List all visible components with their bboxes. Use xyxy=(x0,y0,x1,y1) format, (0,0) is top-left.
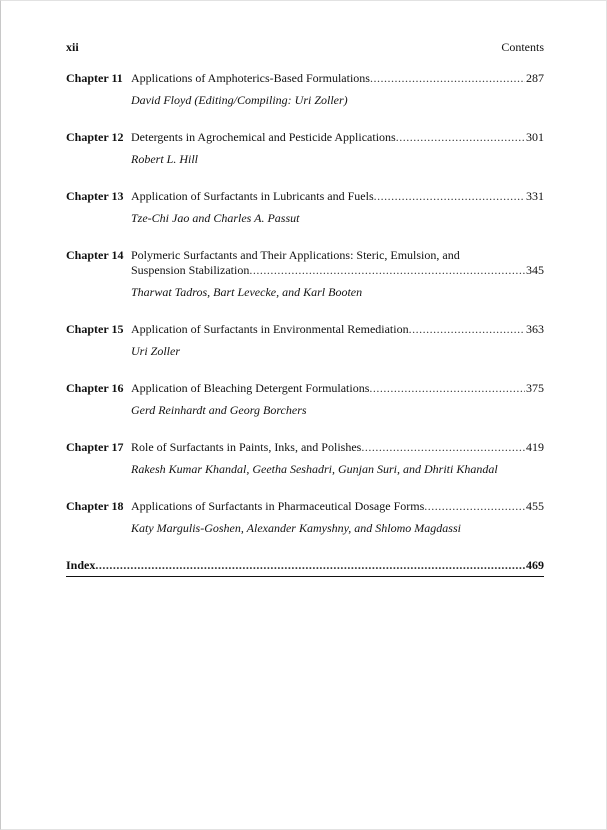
chapter-page-number: 345 xyxy=(526,263,544,277)
chapter-body xyxy=(131,499,544,536)
toc-entry[interactable] xyxy=(66,71,544,108)
dot-leader xyxy=(409,322,525,337)
chapter-body xyxy=(131,248,544,300)
chapter-title: Role of Surfactants in Paints, Inks, and Polishes xyxy=(131,440,362,454)
chapter-authors: Rakesh Kumar Khandal, Geetha Seshadri, Gunjan Suri, and Dhriti Khandal xyxy=(131,462,498,476)
chapter-label: Chapter 17 xyxy=(66,440,124,454)
chapter-page-number: 375 xyxy=(526,381,544,395)
toc-entry[interactable] xyxy=(66,499,544,536)
chapter-title-line xyxy=(131,499,544,514)
chapter-title-line xyxy=(131,440,544,455)
chapter-title: Applications of Surfactants in Pharmaceutical Dosage Forms xyxy=(131,499,425,513)
chapter-label: Chapter 11 xyxy=(66,71,123,85)
chapter-authors: Uri Zoller xyxy=(131,344,181,358)
dot-leader xyxy=(95,558,525,573)
chapter-label: Chapter 18 xyxy=(66,499,124,513)
chapter-title: Detergents in Agrochemical and Pesticide Applications xyxy=(131,130,396,144)
chapter-page-number: 419 xyxy=(526,440,544,454)
toc-index-entry[interactable] xyxy=(66,558,544,573)
toc-entry[interactable] xyxy=(66,130,544,167)
chapter-body xyxy=(131,440,544,477)
chapter-title-line xyxy=(131,189,544,204)
chapter-page-number: 301 xyxy=(526,130,544,144)
chapter-page-number: 363 xyxy=(526,322,544,336)
dot-leader xyxy=(361,440,525,455)
running-head: Contents xyxy=(501,40,544,54)
chapter-page-number: 455 xyxy=(526,499,544,513)
chapter-body xyxy=(131,130,544,167)
page-number: xii xyxy=(66,40,79,54)
chapter-label: Chapter 12 xyxy=(66,130,124,144)
chapter-authors: Gerd Reinhardt and Georg Borchers xyxy=(131,403,307,417)
chapter-label: Chapter 15 xyxy=(66,322,124,336)
chapter-title-line xyxy=(131,322,544,337)
chapter-authors: David Floyd (Editing/Compiling: Uri Zoller) xyxy=(131,93,348,107)
chapter-title: Applications of Amphoterics-Based Formulations xyxy=(131,71,370,85)
dot-leader xyxy=(370,71,525,86)
chapter-body xyxy=(131,189,544,226)
chapter-title: Application of Surfactants in Lubricants and Fuels xyxy=(131,189,374,203)
toc-entry[interactable] xyxy=(66,440,544,477)
chapter-authors: Robert L. Hill xyxy=(131,152,199,166)
chapter-title: Application of Surfactants in Environmental Remediation xyxy=(131,322,409,336)
table-of-contents xyxy=(66,71,544,577)
chapter-title-line xyxy=(131,263,544,278)
chapter-title-line xyxy=(131,71,544,86)
chapter-title-line xyxy=(131,130,544,145)
chapter-authors: Tze-Chi Jao and Charles A. Passut xyxy=(131,211,300,225)
chapter-authors: Tharwat Tadros, Bart Levecke, and Karl Booten xyxy=(131,285,363,299)
dot-leader xyxy=(369,381,525,396)
chapter-label: Chapter 13 xyxy=(66,189,124,203)
toc-entry[interactable] xyxy=(66,322,544,359)
dot-leader xyxy=(424,499,525,514)
chapter-label: Chapter 16 xyxy=(66,381,124,395)
chapter-body xyxy=(131,322,544,359)
toc-entry[interactable] xyxy=(66,381,544,418)
chapter-title: Suspension Stabilization xyxy=(131,263,250,277)
chapter-authors: Katy Margulis-Goshen, Alexander Kamyshny, and Shlomo Magdassi xyxy=(131,521,461,535)
page-header xyxy=(66,40,544,56)
toc-entry[interactable] xyxy=(66,248,544,300)
dot-leader xyxy=(374,189,525,204)
toc-entry[interactable] xyxy=(66,189,544,226)
index-label: Index xyxy=(66,558,96,572)
chapter-page-number: 287 xyxy=(526,71,544,85)
dot-leader xyxy=(249,263,525,278)
chapter-title-line xyxy=(131,381,544,396)
chapter-title-line xyxy=(131,248,544,263)
chapter-body xyxy=(131,71,544,108)
chapter-body xyxy=(131,381,544,418)
chapter-page-number: 331 xyxy=(526,189,544,203)
chapter-title: Application of Bleaching Detergent Formulations xyxy=(131,381,370,395)
chapter-label: Chapter 14 xyxy=(66,248,124,262)
index-rule xyxy=(66,576,544,577)
dot-leader xyxy=(396,130,525,145)
chapter-title: Polymeric Surfactants and Their Applications: Steric, Emulsion, and xyxy=(131,248,460,262)
index-page-number: 469 xyxy=(526,558,544,572)
